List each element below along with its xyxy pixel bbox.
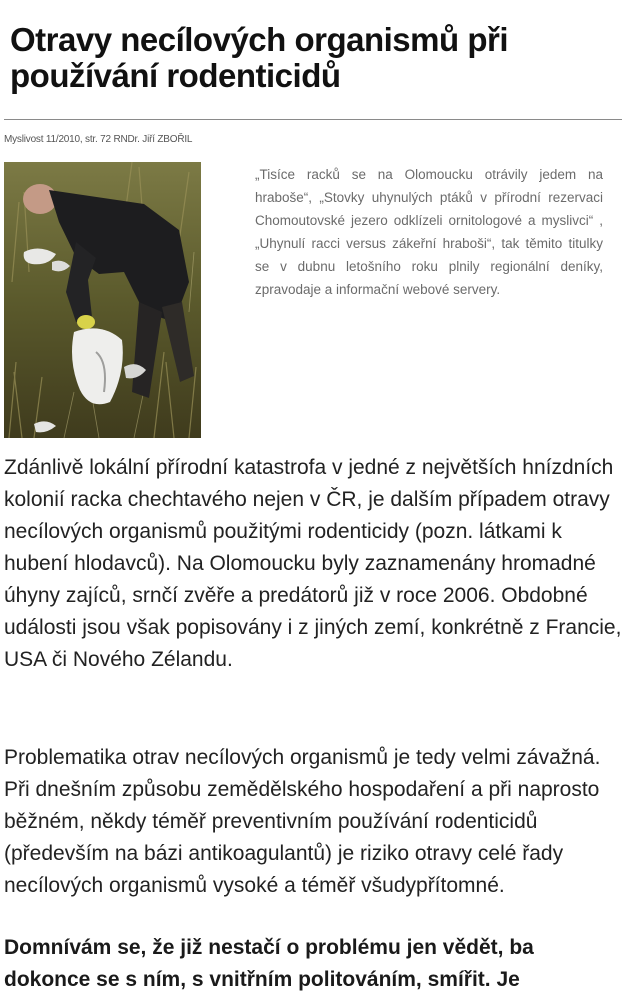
article-photo (4, 162, 201, 438)
title-divider (4, 119, 622, 120)
article-lead: „Tisíce racků se na Olomoucku otrávily jedem na hraboše“, „Stovky uhynulých ptáků v přírodní rezervaci Chomoutovské jezero odklízeli ornitologové a myslivci“ , „Uhynulí racci versus zákeřní hraboši“, tak těmito titulky se v dubnu letošního roku plnily regionální deníky, zpravodaje a informační webové servery. (255, 167, 603, 297)
article-source: Myslivost 11/2010, str. 72 RNDr. Jiří ZBOŘIL (4, 134, 193, 145)
article-paragraph-1: Zdánlivě lokální přírodní katastrofa v jedné z největších hnízdních kolonií racka chechtavého nejen v ČR, je dalším případem otravy necílových organismů použitými rodenticidy (pozn. látkami k hubení hlodavců). Na Olomoucku byly zaznamenány hromadné úhyny zajíců, srnčí zvěře a predátorů již v roce 2006. Obdobné události jsou však popisovány i z jiných zemí, konkrétně z Francie, USA či Nového Zélandu. (4, 456, 622, 671)
article-paragraph-3: Domnívám se, že již nestačí o problému jen vědět, ba dokonce se s ním, s vnitřním politováním, smířit. Je (4, 936, 534, 991)
article-paragraph-2: Problematika otrav necílových organismů je tedy velmi závažná. Při dnešním způsobu zemědělského hospodaření a při naprosto běžném, někdy téměř preventivním používání rodenticidů (především na bázi antikoagulantů) je riziko otravy celé řady necílových organismů vysoké a téměř všudypřítomné. (4, 746, 601, 897)
article-title: Otravy necílových organismů při používání rodenticidů (10, 21, 508, 94)
